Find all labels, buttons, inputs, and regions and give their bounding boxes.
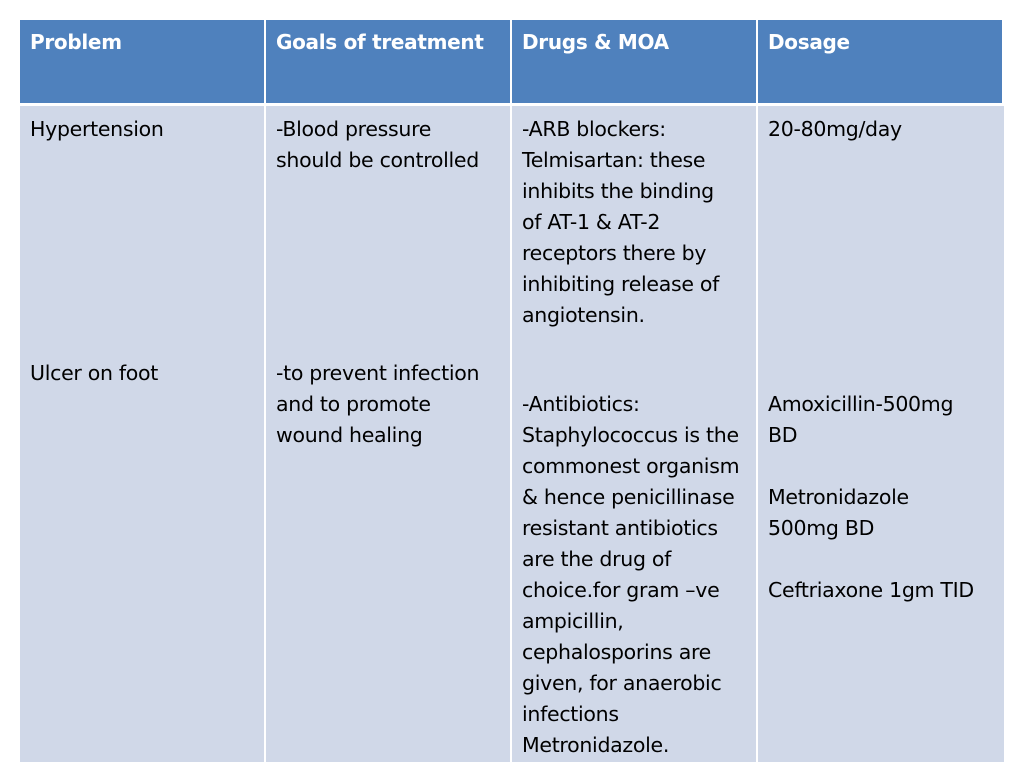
goals-hypertension-line: -Blood pressure	[276, 117, 432, 141]
header-dosage: Dosage	[758, 20, 1004, 106]
drugs-ulcer-line: cephalosporins are	[522, 640, 711, 664]
problem-ulcer: Ulcer on foot	[30, 361, 159, 385]
dosage-ulcer-line: Amoxicillin-500mg	[768, 392, 954, 416]
treatment-table	[20, 20, 1004, 762]
spacer	[276, 238, 500, 300]
drugs-hypertension-line: Telmisartan: these	[522, 148, 706, 172]
goals-column	[266, 106, 512, 762]
spacer	[768, 331, 994, 358]
spacer	[768, 451, 994, 482]
drugs-column	[512, 106, 758, 762]
drugs-ulcer-line: choice.for gram –ve	[522, 578, 720, 602]
drugs-hypertension-line: receptors there by	[522, 241, 707, 265]
spacer	[30, 145, 254, 207]
spacer	[522, 331, 746, 389]
drugs-hypertension-line: inhibiting release of	[522, 272, 720, 296]
dosage-ulcer-line: Metronidazole	[768, 485, 909, 509]
drugs-ulcer-line: commonest organism	[522, 454, 740, 478]
drugs-hypertension-line: -ARB blockers:	[522, 117, 666, 141]
dosage-hypertension: 20-80mg/day	[768, 117, 902, 141]
drugs-ulcer-line: given, for anaerobic	[522, 671, 722, 695]
dosage-ulcer-line: BD	[768, 423, 798, 447]
spacer	[276, 300, 500, 358]
spacer	[276, 176, 500, 238]
dosage-ulcer-line: Ceftriaxone 1gm TID	[768, 578, 974, 602]
drugs-ulcer-line: infections	[522, 702, 619, 726]
drugs-hypertension-line: inhibits the binding	[522, 179, 714, 203]
goals-ulcer-line: wound healing	[276, 423, 423, 447]
header-problem: Problem	[20, 20, 266, 106]
drugs-ulcer-line: ampicillin,	[522, 609, 624, 633]
spacer	[768, 269, 994, 331]
drugs-ulcer-line: resistant antibiotics	[522, 516, 718, 540]
problem-column	[20, 106, 266, 762]
dosage-column	[758, 106, 1004, 762]
drugs-ulcer-line: -Antibiotics:	[522, 392, 640, 416]
drugs-hypertension-line: angiotensin.	[522, 303, 645, 327]
drugs-ulcer-line: Staphylococcus is the	[522, 423, 739, 447]
drugs-hypertension-line: of AT-1 & AT-2	[522, 210, 661, 234]
drugs-ulcer-line: are the drug of	[522, 547, 672, 571]
problem-hypertension: Hypertension	[30, 117, 164, 141]
drugs-ulcer-line: Metronidazole.	[522, 733, 670, 757]
spacer	[768, 358, 994, 389]
dosage-ulcer-line: 500mg BD	[768, 516, 875, 540]
spacer	[30, 269, 254, 331]
spacer	[768, 207, 994, 269]
spacer	[768, 145, 994, 207]
goals-ulcer-line: -to prevent infection	[276, 361, 480, 385]
goals-hypertension-line: should be controlled	[276, 148, 479, 172]
drugs-ulcer-line: & hence penicillinase	[522, 485, 735, 509]
header-goals: Goals of treatment	[266, 20, 512, 106]
spacer	[768, 544, 994, 575]
spacer	[30, 207, 254, 269]
header-drugs: Drugs & MOA	[512, 20, 758, 106]
goals-ulcer-line: and to promote	[276, 392, 431, 416]
spacer	[30, 331, 254, 358]
